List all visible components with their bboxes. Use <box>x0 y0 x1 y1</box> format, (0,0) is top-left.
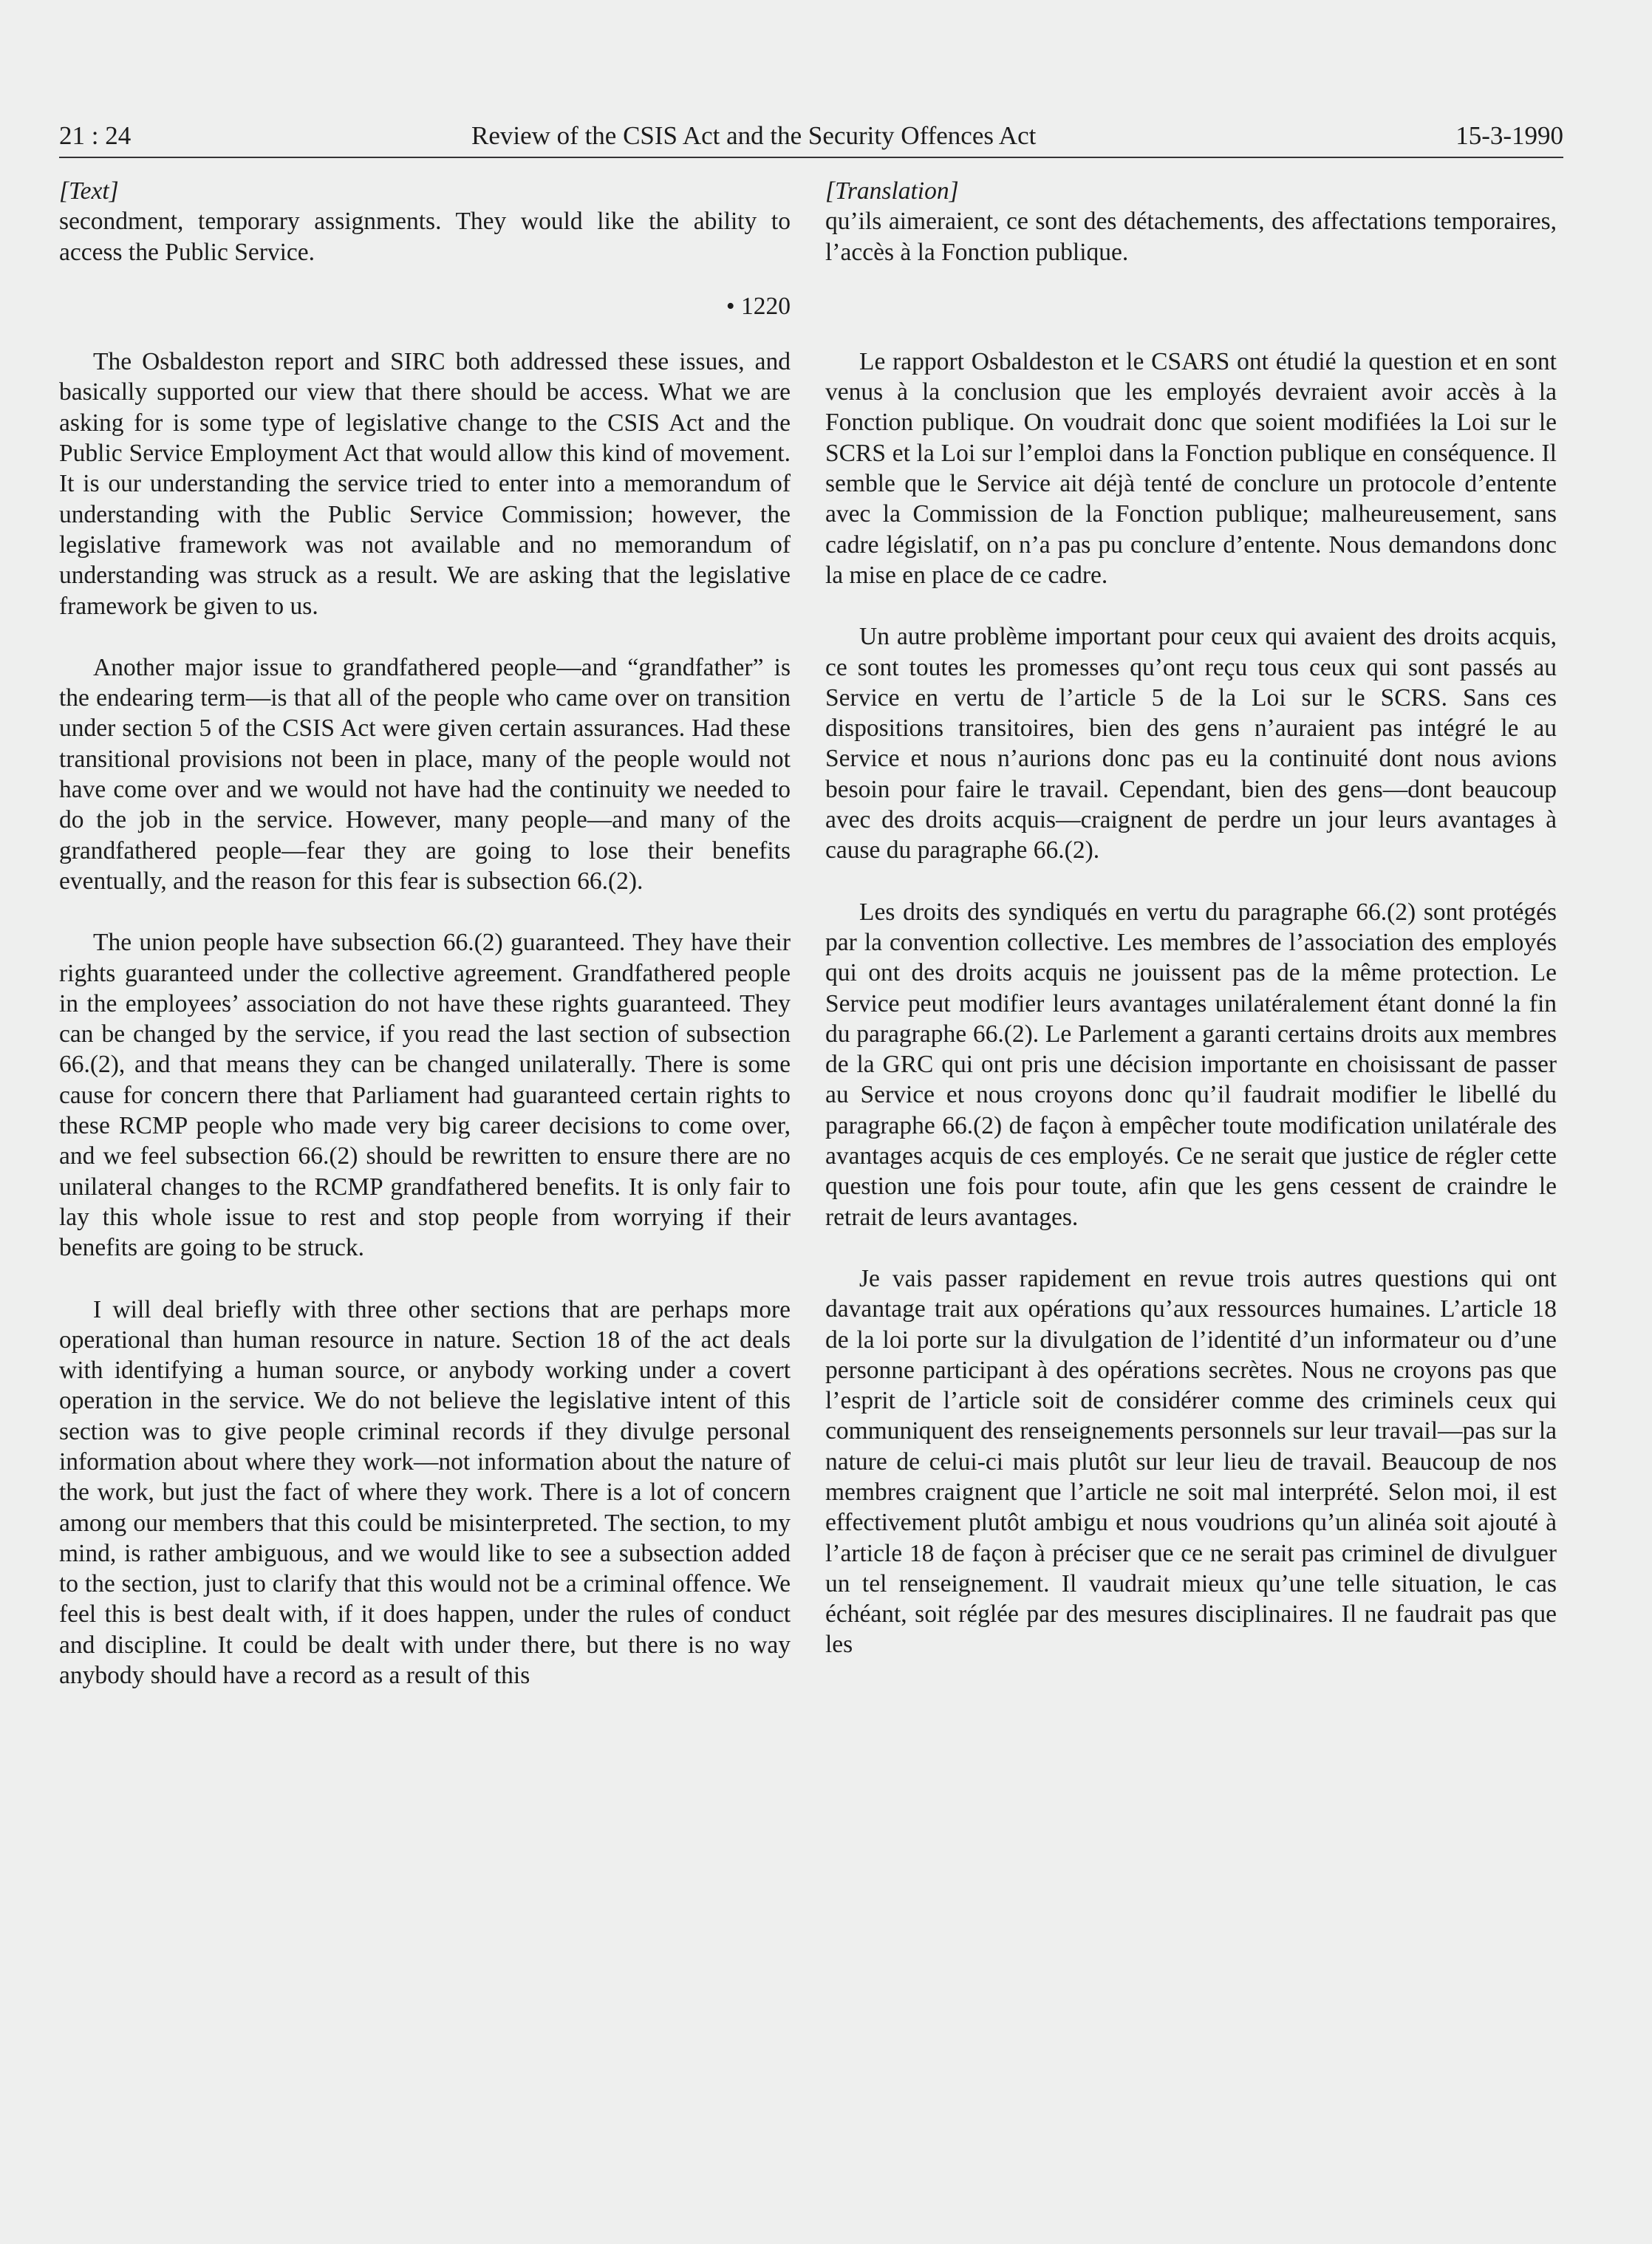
paragraph: Je vais passer rapidement en revue trois autres questions qui ont davantage trait aux opérations qu’aux ressources humaines. L’article 18 de la loi porte sur la divulgation de l’identité d’un informateur ou d’une personne participant à des opérations secrètes. Nous ne croyons pas que l’esprit de l’article soit de considérer comme des criminels ceux qui communiquent des renseignements personnels sur leur travail—pas sur la nature de celui-ci mais plutôt sur leur lieu de travail. Beaucoup de nos membres craignent que l’article ne soit mal interprété. Selon moi, il est effectivement plutôt ambigu et nous voudrions qu’un alinéa soit ajouté à l’article 18 de façon à préciser que ce ne serait pas criminel de divulguer un tel renseignement. Il vaudrait mieux qu’une telle situation, le cas échéant, soit réglée par des mesures disciplinaires. Il ne faudrait pas que les <box>825 1264 1557 1659</box>
translation-tag: [Translation] <box>825 177 959 205</box>
paragraph: The Osbaldeston report and SIRC both addressed these issues, and basically supported our view that there should be access. What we are asking for is some type of legislative change to the CSIS Act and the Public Service Employment Act that would allow this kind of movement. It is our understanding the service tried to enter into a memorandum of understanding with the Public Service Commission; however, the legislative framework was not available and no memorandum of understanding was struck as a result. We are asking that the legislative framework be given to us. <box>59 348 791 620</box>
running-title: Review of the CSIS Act and the Security Offences Act <box>471 121 1037 150</box>
spacer <box>825 267 1557 347</box>
paragraph: Le rapport Osbaldeston et le CSARS ont étudié la question et en sont venus à la conclusion que les employés devraient avoir accès à la Fonction publique. On voudrait donc que soient modifiées la Loi sur le SCRS et la Loi sur l’emploi dans la Fonction publique en conséquence. Il semble que le Service ait déjà tenté de conclure un protocole d’entente avec la Commission de la Fonction publique; malheureusement, sans cadre législatif, on n’a pas pu conclure d’entente. Nous demandons donc la mise en place de ce cadre. <box>825 347 1557 589</box>
paragraph: secondment, temporary assignments. They would like the ability to access the Public Service. <box>59 208 791 266</box>
paragraph: Les droits des syndiqués en vertu du paragraphe 66.(2) sont protégés par la convention collective. Les membres de l’association des employés qui ont des droits acquis ne jouissent pas de la même protection. Le Service peut modifier leurs avantages unilatéralement étant donné la fin du paragraphe 66.(2). Le Parlement a garanti certains droits aux membres de la GRC qui ont pris une décision importante en choisissant de passer au Service et nous croyons donc qu’il faudrait modifier le libellé du paragraphe 66.(2) de façon à empêcher toute modification unilatérale des avantages acquis de ces employés. Ce ne serait que justice de régler cette question une fois pour toute, afin que les gens cessent de craindre le retrait de leurs avantages. <box>825 898 1557 1231</box>
french-column <box>825 176 1557 1691</box>
text-tag: [Text] <box>59 177 119 205</box>
header-date: 15-3-1990 <box>1455 121 1563 150</box>
paragraph: The union people have subsection 66.(2) guaranteed. They have their rights guaranteed under the collective agreement. Grandfathered people in the employees’ association do not have these rights guaranteed. They can be changed by the service, if you read the last section of subsection 66.(2), and that means they can be changed unilaterally. There is some cause for concern there that Parliament had guaranteed certain rights to these RCMP people who made very big career decisions to come over, and we feel subsection 66.(2) should be rewritten to ensure there are no unilateral changes to the RCMP grandfathered benefits. It is only fair to lay this whole issue to rest and stop people from worrying if their benefits are going to be struck. <box>59 929 791 1262</box>
time-marker: • 1220 <box>726 292 791 320</box>
paragraph: Another major issue to grandfathered people—and “grandfather” is the endearing term—is that all of the people who came over on transition under section 5 of the CSIS Act were given certain assurances. Had these transitional provisions not been in place, many of the people would not have come over and we would not have had the continuity we needed to do the job in the service. However, many people—and many of the grandfathered people—fear they are going to lose their benefits eventually, and the reason for this fear is subsection 66.(2). <box>59 653 791 895</box>
paragraph: I will deal briefly with three other sections that are perhaps more operational than human resource in nature. Section 18 of the act deals with identifying a human source, or anybody working under a covert operation in the service. We do not believe the legislative intent of this section was to give people criminal records if they divulge personal information about where they work—not information about the nature of the work, but just the fact of where they work. There is a lot of concern among our members that this could be misinterpreted. The section, to my mind, is rather ambiguous, and we would like to see a subsection added to the section, just to clarify that this would not be a criminal offence. We feel this is best dealt with, if it does happen, under the rules of conduct and discipline. It could be dealt with under there, but there is no way anybody should have a record as a result of this <box>59 1295 791 1690</box>
paragraph: Un autre problème important pour ceux qui avaient des droits acquis, ce sont toutes les promesses qu’ont reçu tous ceux qui sont passés au Service en vertu de l’article 5 de la Loi sur le SCRS. Sans ces dispositions transitoires, bien des gens n’auraient pas intégré le au Service et nous n’aurions donc pas eu la continuité dont nous avions besoin pour faire le travail. Cependant, bien des gens—dont beaucoup avec des droits acquis—craignent de perdre un jour leurs avantages à cause du paragraphe 66.(2). <box>825 623 1557 864</box>
page-header <box>59 118 1563 158</box>
page-number: 21 : 24 <box>59 121 132 150</box>
english-column <box>59 176 791 1722</box>
paragraph: qu’ils aimeraient, ce sont des détachements, des affectations temporaires, l’accès à la Fonction publique. <box>825 208 1557 266</box>
